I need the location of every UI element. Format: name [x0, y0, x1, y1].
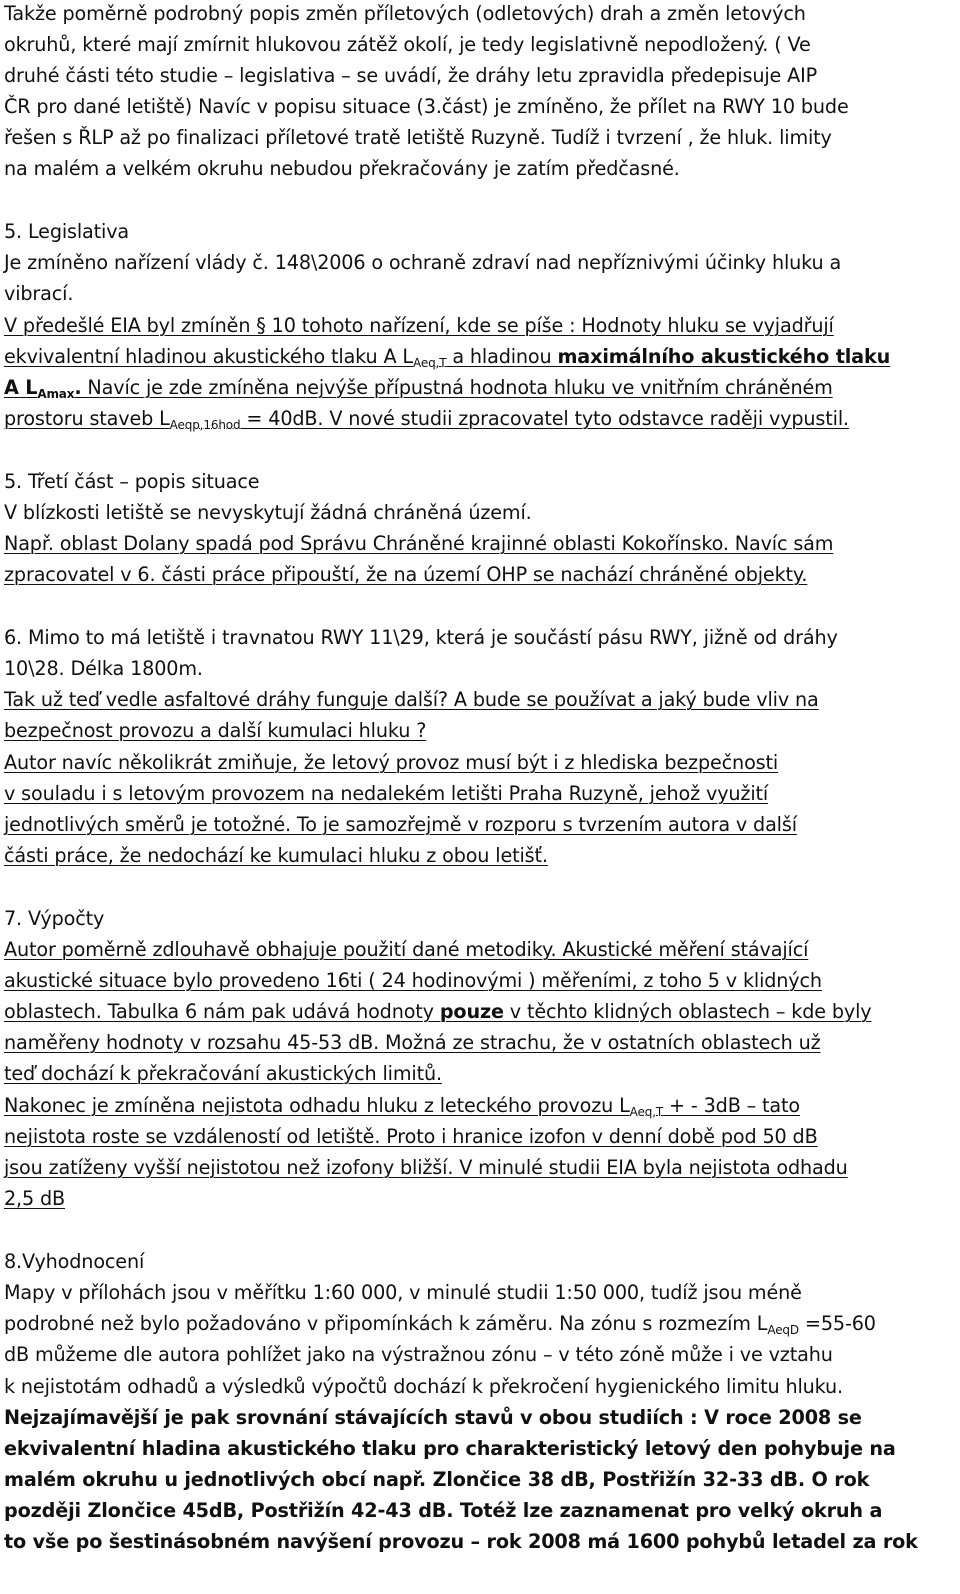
text-line: Nejzajímavější je pak srovnání stávajících stavů v obou studiích : V roce 2008 se: [4, 1406, 862, 1429]
text-line: řešen s ŘLP až po finalizaci příletové tratě letiště Ruzyně. Tudíž i tvrzení , že hluk. limity: [4, 126, 832, 149]
text-line: v souladu i s letovým provozem na nedalekém letišti Praha Ruzyně, jehož využití: [4, 782, 769, 805]
section-heading: 5. Legislativa: [4, 220, 130, 243]
text-line: nejistota roste se vzdáleností od letiště. Proto i hranice izofon v denní době pod 50 dB: [4, 1125, 818, 1148]
text-line: Nakonec je zmíněna nejistota odhadu hluku z leteckého provozu $L_{Aeq,T}$ + - 3dB – tato: [4, 1094, 800, 1119]
text-line: Je zmíněno nařízení vlády č. 148\2006 o ochraně zdraví nad nepříznivými účinky hluku a: [4, 251, 842, 274]
text-line: malém okruhu u jednotlivých obcí např. Zlončice 38 dB, Postřižín 32-33 dB. O rok: [4, 1468, 870, 1491]
text-line: části práce, že nedochází ke kumulaci hluku z obou letišť.: [4, 844, 548, 867]
text-line: ekvivalentní hladinou akustického tlaku A $L_{Aeq,T}$ a hladinou maximálního akustického tlaku: [4, 345, 891, 370]
text-line: jsou zatíženy vyšší nejistotou než izofony bližší. V minulé studii EIA byla nejistota odhadu: [4, 1156, 848, 1179]
text-line: 2,5 dB: [4, 1187, 66, 1210]
text-line: vibrací.: [4, 282, 74, 305]
text-line: to vše po šestinásobném navýšení provozu – rok 2008 má 1600 pohybů letadel za rok: [4, 1530, 918, 1553]
text-line: V předešlé EIA byl zmíněn § 10 tohoto nařízení, kde se píše : Hodnoty hluku se vyjadřují: [4, 314, 834, 337]
text-line: teď dochází k překračování akustických limitů.: [4, 1062, 442, 1085]
text-line: dB můžeme dle autora pohlížet jako na výstražnou zónu – v této zóně může i ve vztahu: [4, 1343, 833, 1366]
section-heading: 7. Výpočty: [4, 907, 105, 930]
text-line: oblastech. Tabulka 6 nám pak udává hodnoty pouze v těchto klidných oblastech – kde byly: [4, 1000, 872, 1023]
text-line: 10\28. Délka 1800m.: [4, 657, 203, 680]
text-line: druhé části této studie – legislativa – se uvádí, že dráhy letu zpravidla předepisuje AIP: [4, 64, 818, 87]
text-line: bezpečnost provozu a další kumulaci hluku ?: [4, 719, 427, 742]
text-line: Např. oblast Dolany spadá pod Správu Chráněné krajinné oblasti Kokořínsko. Navíc sám: [4, 532, 834, 555]
text-line: ČR pro dané letiště) Navíc v popisu situace (3.část) je zmíněno, že přílet na RWY 10 bude: [4, 95, 849, 118]
text-line: k nejistotám odhadů a výsledků výpočtů dochází k překročení hygienického limitu hluku.: [4, 1375, 843, 1398]
text-line: na malém a velkém okruhu nebudou překračovány je zatím předčasné.: [4, 157, 680, 180]
text-line: podrobné než bylo požadováno v připomínkách k záměru. Na zónu s rozmezím $L_{AeqD} =55-60$: [4, 1312, 876, 1337]
text-line: naměřeny hodnoty v rozsahu 45-53 dB. Možná ze strachu, že v ostatních oblastech už: [4, 1031, 821, 1054]
text-line: okruhů, které mají zmírnit hlukovou zátěž okolí, je tedy legislativně nepodložený. ( Ve: [4, 33, 811, 56]
text-line: zpracovatel v 6. části práce připouští, že na území OHP se nachází chráněné objekty.: [4, 563, 808, 586]
text-line: Autor navíc několikrát zmiňuje, že letový provoz musí být i z hlediska bezpečnosti: [4, 751, 779, 774]
section-heading: 8.Vyhodnocení: [4, 1250, 145, 1273]
text-line: Autor poměrně zdlouhavě obhajuje použití dané metodiky. Akustické měření stávající: [4, 938, 809, 961]
text-line: později Zlončice 45dB, Postřižín 42-43 dB. Totéž lze zaznamenat pro velký okruh a: [4, 1499, 883, 1522]
text-line: A $L_{Amax}$. Navíc je zde zmíněna nejvýše přípustná hodnota hluku ve vnitřním chráněném: [4, 376, 833, 401]
text-line: jednotlivých směrů je totožné. To je samozřejmě v rozporu s tvrzením autora v další: [4, 813, 797, 836]
text-line: V blízkosti letiště se nevyskytují žádná chráněná území.: [4, 501, 532, 524]
text-line: ekvivalentní hladina akustického tlaku pro charakteristický letový den pohybuje na: [4, 1437, 896, 1460]
text-line: Takže poměrně podrobný popis změn příletových (odletových) drah a změn letových: [4, 2, 806, 25]
text-line: 6. Mimo to má letiště i travnatou RWY 11\29, která je součástí pásu RWY, jižně od dráhy: [4, 626, 838, 649]
section-heading: 5. Třetí část – popis situace: [4, 470, 260, 493]
text-line: Mapy v přílohách jsou v měřítku 1:60 000, v minulé studii 1:50 000, tudíž jsou méně: [4, 1281, 802, 1304]
text-line: akustické situace bylo provedeno 16ti ( 24 hodinovými ) měřeními, z toho 5 v klidných: [4, 969, 822, 992]
text-line: prostoru staveb $L_{Aeqp,16hod} = 40dB$. V nové studii zpracovatel tyto odstavce raději vypustil.: [4, 407, 849, 432]
text-line: Tak už teď vedle asfaltové dráhy funguje další? A bude se používat a jaký bude vliv na: [4, 688, 819, 711]
